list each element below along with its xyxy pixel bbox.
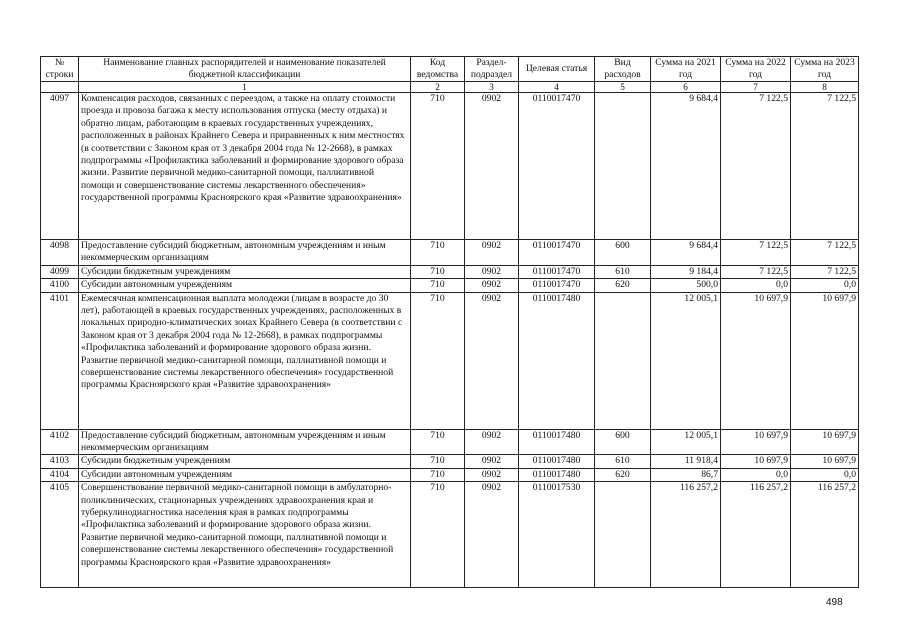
row-sum-2023: 0,0: [791, 279, 859, 292]
row-dept-code: 710: [411, 429, 465, 455]
header-sum-2021: Сумма на 2021 год: [651, 57, 721, 82]
row-sum-2023: 7 122,5: [791, 93, 859, 240]
page-number: 498: [826, 597, 843, 608]
row-expense-type: 600: [595, 240, 651, 266]
row-sum-2023: 10 697,9: [791, 455, 859, 468]
row-target-article: 0110017470: [519, 265, 595, 278]
table-row: [41, 292, 859, 429]
row-number: 4100: [41, 279, 79, 292]
budget-document: [40, 56, 858, 588]
header-expense-type: Вид расходов: [595, 57, 651, 82]
row-name: Субсидии бюджетным учреждениям: [79, 265, 411, 278]
row-name: Ежемесячная компенсационная выплата молодежи (лицам в возрасте до 30 лет), работающей в краевых государственных учреждениях, расположенных в локальных природно-климатических зонах Крайнего Севера (в соответствии с Законом края от 3 декабря 2004 года № 12-2668), в рамках подпрограммы «Профилактика заболеваний и формирование здорового образа жизни. Развитие первичной медико-санитарной помощи, паллиативной помощи и совершенствование системы лекарственного обеспечения» государственной программы Красноярского края «Развитие здравоохранения»: [79, 292, 411, 429]
column-number: 6: [651, 82, 721, 93]
row-name: Компенсация расходов, связанных с переездом, а также на оплату стоимости проезда и провоза багажа к месту использования отпуска (месту отдыха) и обратно лицам, работающим в краевых государственных учреждениях, расположенных в районах Крайнего Севера и приравненных к ним местностях (в соответствии с Законом края от 3 декабря 2004 года № 12-2668), в рамках подпрограммы «Профилактика заболеваний и формирование здорового образа жизни. Развитие первичной медико-санитарной помощи, паллиативной помощи и совершенствование системы лекарственного обеспечения» государственной программы Красноярского края «Развитие здравоохранения»: [79, 93, 411, 240]
row-expense-type: 620: [595, 279, 651, 292]
row-sum-2022: 116 257,2: [721, 482, 791, 588]
row-dept-code: 710: [411, 279, 465, 292]
row-number: 4102: [41, 429, 79, 455]
column-number-empty: [41, 82, 79, 93]
row-sum-2022: 0,0: [721, 468, 791, 481]
row-target-article: 0110017480: [519, 429, 595, 455]
row-target-article: 0110017470: [519, 279, 595, 292]
row-name: Субсидии автономным учреждениям: [79, 468, 411, 481]
row-number: 4105: [41, 482, 79, 588]
row-sum-2023: 116 257,2: [791, 482, 859, 588]
row-section: 0902: [465, 265, 519, 278]
table-row: [41, 482, 859, 588]
row-sum-2022: 0,0: [721, 279, 791, 292]
row-number: 4101: [41, 292, 79, 429]
header-row-number: № строки: [41, 57, 79, 82]
table-row: [41, 468, 859, 481]
row-expense-type: 610: [595, 265, 651, 278]
row-section: 0902: [465, 93, 519, 240]
row-dept-code: 710: [411, 240, 465, 266]
row-sum-2023: 0,0: [791, 468, 859, 481]
row-sum-2022: 7 122,5: [721, 240, 791, 266]
row-sum-2021: 116 257,2: [651, 482, 721, 588]
row-expense-type: [595, 93, 651, 240]
row-dept-code: 710: [411, 468, 465, 481]
row-target-article: 0110017480: [519, 455, 595, 468]
row-name: Совершенствование первичной медико-санитарной помощи в амбулаторно-поликлинических, стационарных учреждениях здравоохранения края и туберкулинодиагностика населения края в рамках подпрограммы «Профилактика заболеваний и формирование здорового образа жизни. Развитие первичной медико-санитарной помощи, паллиативной помощи и совершенствование системы лекарственного обеспечения» государственной программы Красноярского края «Развитие здравоохранения»: [79, 482, 411, 588]
header-dept-code: Код ведомства: [411, 57, 465, 82]
row-sum-2023: 7 122,5: [791, 240, 859, 266]
row-sum-2022: 7 122,5: [721, 93, 791, 240]
row-target-article: 0110017470: [519, 240, 595, 266]
row-expense-type: 610: [595, 455, 651, 468]
row-section: 0902: [465, 240, 519, 266]
header-sum-2023: Сумма на 2023 год: [791, 57, 859, 82]
row-name: Субсидии автономным учреждениям: [79, 279, 411, 292]
row-expense-type: 600: [595, 429, 651, 455]
row-dept-code: 710: [411, 292, 465, 429]
row-name: Предоставление субсидий бюджетным, автономным учреждениям и иным некоммерческим организациям: [79, 429, 411, 455]
row-section: 0902: [465, 279, 519, 292]
row-sum-2021: 9 184,4: [651, 265, 721, 278]
column-number: 8: [791, 82, 859, 93]
row-number: 4097: [41, 93, 79, 240]
table-row: [41, 240, 859, 266]
row-sum-2021: 86,7: [651, 468, 721, 481]
row-sum-2023: 10 697,9: [791, 292, 859, 429]
row-sum-2021: 9 684,4: [651, 240, 721, 266]
row-name: Субсидии бюджетным учреждениям: [79, 455, 411, 468]
header-row: [41, 57, 859, 82]
row-number: 4098: [41, 240, 79, 266]
row-sum-2022: 10 697,9: [721, 429, 791, 455]
row-sum-2021: 12 005,1: [651, 292, 721, 429]
column-number: 4: [519, 82, 595, 93]
row-sum-2021: 12 005,1: [651, 429, 721, 455]
row-number: 4104: [41, 468, 79, 481]
column-number: 5: [595, 82, 651, 93]
header-target-article: Целевая статья: [519, 57, 595, 82]
header-sum-2022: Сумма на 2022 год: [721, 57, 791, 82]
row-sum-2023: 10 697,9: [791, 429, 859, 455]
column-number: 1: [79, 82, 411, 93]
column-number: 7: [721, 82, 791, 93]
row-sum-2022: 10 697,9: [721, 455, 791, 468]
row-dept-code: 710: [411, 93, 465, 240]
column-number: 3: [465, 82, 519, 93]
row-sum-2021: 9 684,4: [651, 93, 721, 240]
row-target-article: 0110017480: [519, 468, 595, 481]
row-expense-type: [595, 292, 651, 429]
row-section: 0902: [465, 482, 519, 588]
row-dept-code: 710: [411, 265, 465, 278]
column-number-row: [41, 82, 859, 93]
header-section: Раздел-подраздел: [465, 57, 519, 82]
row-dept-code: 710: [411, 455, 465, 468]
table-row: [41, 429, 859, 455]
header-name: Наименование главных распорядителей и наименование показателей бюджетной классификации: [79, 57, 411, 82]
row-section: 0902: [465, 292, 519, 429]
row-expense-type: [595, 482, 651, 588]
table-row: [41, 265, 859, 278]
table-row: [41, 279, 859, 292]
row-name: Предоставление субсидий бюджетным, автономным учреждениям и иным некоммерческим организациям: [79, 240, 411, 266]
table-body: [41, 93, 859, 588]
budget-table: [40, 56, 859, 588]
row-sum-2023: 7 122,5: [791, 265, 859, 278]
row-expense-type: 620: [595, 468, 651, 481]
row-section: 0902: [465, 468, 519, 481]
table-row: [41, 93, 859, 240]
row-section: 0902: [465, 455, 519, 468]
column-number: 2: [411, 82, 465, 93]
row-dept-code: 710: [411, 482, 465, 588]
row-number: 4099: [41, 265, 79, 278]
row-section: 0902: [465, 429, 519, 455]
row-target-article: 0110017470: [519, 93, 595, 240]
row-sum-2022: 7 122,5: [721, 265, 791, 278]
row-sum-2022: 10 697,9: [721, 292, 791, 429]
row-number: 4103: [41, 455, 79, 468]
row-sum-2021: 500,0: [651, 279, 721, 292]
row-target-article: 0110017530: [519, 482, 595, 588]
row-sum-2021: 11 918,4: [651, 455, 721, 468]
table-row: [41, 455, 859, 468]
row-target-article: 0110017480: [519, 292, 595, 429]
